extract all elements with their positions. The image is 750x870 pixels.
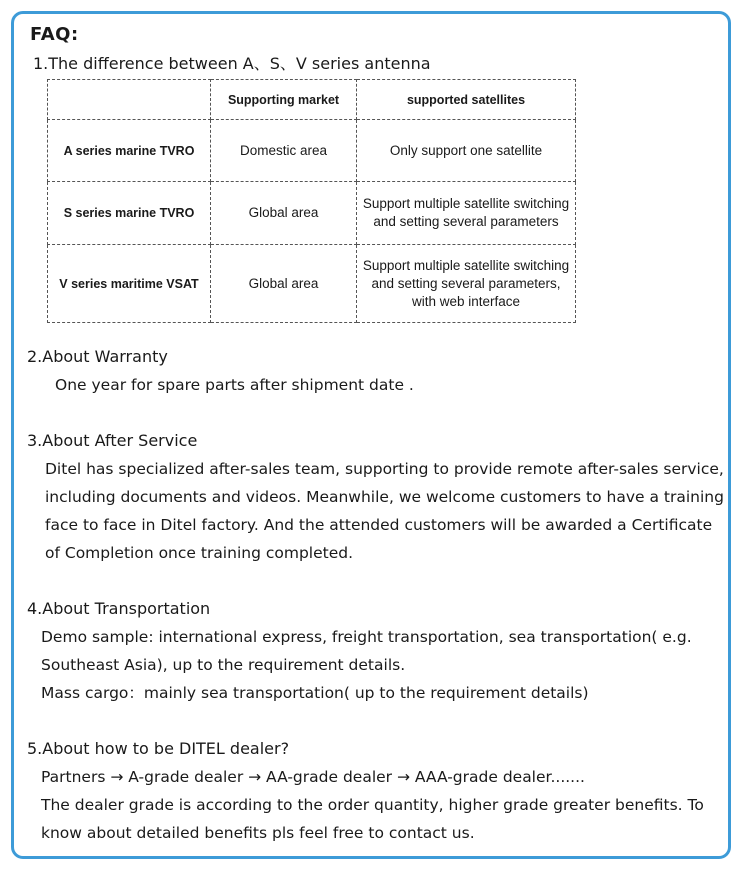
text-line: One year for spare parts after shipment date . <box>55 376 414 394</box>
table-cell-market: Global area <box>211 245 357 323</box>
antenna-comparison-table <box>47 79 576 323</box>
text-line: The dealer grade is according to the order quantity, higher grade greater benefits. To <box>41 796 704 814</box>
table-cell-series: V series maritime VSAT <box>48 245 211 323</box>
table-row <box>48 182 576 245</box>
text-line: Mass cargo：mainly sea transportation( up to the requirement details) <box>41 684 589 702</box>
table-cell-market: Global area <box>211 182 357 245</box>
table-header-cell: Supporting market <box>211 80 357 120</box>
table-cell-series: A series marine TVRO <box>48 120 211 182</box>
table-row <box>48 120 576 182</box>
table-header-cell: supported satellites <box>357 80 576 120</box>
text-line: including documents and videos. Meanwhile, we welcome customers to have a training <box>45 488 724 506</box>
table-cell-series: S series marine TVRO <box>48 182 211 245</box>
table-cell-market: Domestic area <box>211 120 357 182</box>
after-service-text <box>45 455 724 567</box>
text-line: Southeast Asia), up to the requirement details. <box>41 656 406 674</box>
faq-title: FAQ: <box>30 24 79 45</box>
warranty-text <box>55 371 414 399</box>
text-line: of Completion once training completed. <box>45 544 354 562</box>
section-heading-after-service: 3.About After Service <box>27 431 198 450</box>
section-heading-warranty: 2.About Warranty <box>27 347 168 366</box>
text-line: Ditel has specialized after-sales team, supporting to provide remote after-sales service, <box>45 460 724 478</box>
section-heading-antenna-difference: 1.The difference between A、S、V series antenna <box>33 54 431 73</box>
text-line: Demo sample: international express, freight transportation, sea transportation( e.g. <box>41 628 692 646</box>
dealer-text <box>41 763 704 847</box>
table-cell-satellites: Only support one satellite <box>357 120 576 182</box>
text-line: Partners → A-grade dealer → AA-grade dealer → AAA-grade dealer....... <box>41 768 585 786</box>
text-line: know about detailed benefits pls feel free to contact us. <box>41 824 475 842</box>
table-header-cell <box>48 80 211 120</box>
table-header-row <box>48 80 576 120</box>
table-row <box>48 245 576 323</box>
table-cell-satellites: Support multiple satellite switching and setting several parameters, with web interface <box>357 245 576 323</box>
section-heading-transportation: 4.About Transportation <box>27 599 211 618</box>
table-cell-satellites: Support multiple satellite switching and setting several parameters <box>357 182 576 245</box>
transportation-text <box>41 623 692 707</box>
section-heading-dealer: 5.About how to be DITEL dealer? <box>27 739 290 758</box>
text-line: face to face in Ditel factory. And the attended customers will be awarded a Certificate <box>45 516 713 534</box>
